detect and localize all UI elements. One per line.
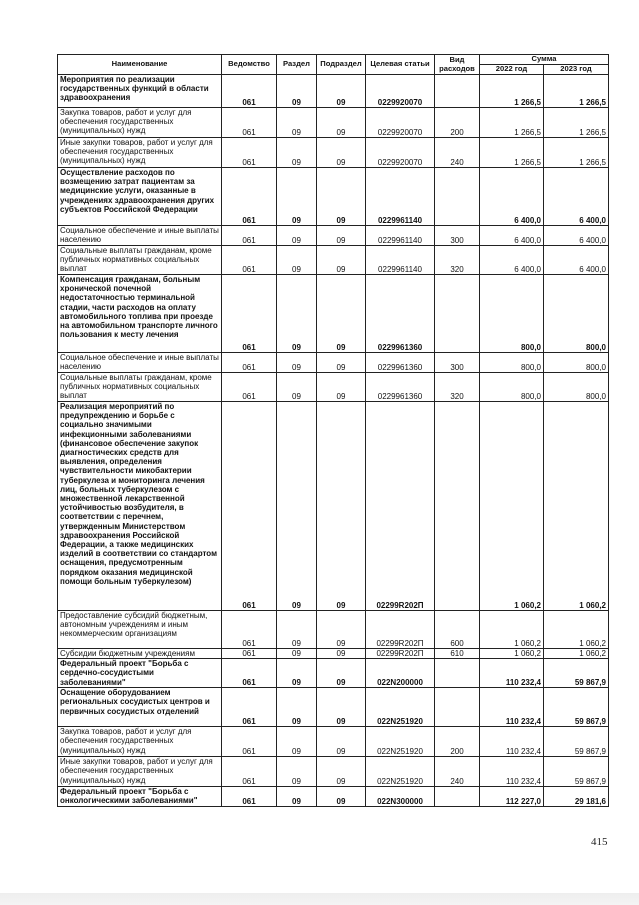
row-sum-2023-cell: 1 060,2 (544, 611, 609, 649)
table-row (58, 373, 609, 402)
row-expense-type-cell (435, 402, 480, 611)
row-name-cell: Оснащение оборудованием региональных сосудистых центров и первичных сосудистых отделений (58, 688, 222, 727)
row-sum-2022-cell: 1 266,5 (480, 75, 544, 108)
row-subsection-cell: 09 (317, 75, 366, 108)
row-sum-2023-cell: 59 867,9 (544, 757, 609, 787)
row-subsection-cell: 09 (317, 108, 366, 138)
row-sum-2023-cell: 59 867,9 (544, 727, 609, 757)
row-sum-2022-cell: 110 232,4 (480, 757, 544, 787)
table-row (58, 168, 609, 226)
row-expense-type-cell: 240 (435, 138, 480, 168)
header-sum: Сумма (480, 55, 609, 65)
row-section-cell: 09 (277, 611, 317, 649)
row-expense-type-cell (435, 75, 480, 108)
row-name-cell: Федеральный проект "Борьба с онкологическими заболеваниями" (58, 787, 222, 807)
row-name-cell: Реализация мероприятий по предупреждению и борьбе с социально значимыми инфекционными заболеваниями (финансовое обеспечение закупок диагностических средств для выявления, определения чувствительности микобактерии туберкулеза и мониторинга лечения лиц, больных туберкулезом с множественной лекарственной устойчивостью возбудителя, в соответствии с перечнем, утвержденным Министерством здравоохранения Российской Федерации, а также медицинских изделий в соответствии со стандартом оснащения, предусмотренным порядком оказания медицинской помощи больным туберкулезом) (58, 402, 222, 611)
row-sum-2023-cell: 6 400,0 (544, 246, 609, 275)
row-sum-2022-cell: 800,0 (480, 275, 544, 353)
row-target-cell: 02299R202П (366, 649, 435, 659)
row-subsection-cell: 09 (317, 688, 366, 727)
row-sum-2022-cell: 6 400,0 (480, 226, 544, 246)
table-row (58, 275, 609, 353)
row-target-cell: 0229920070 (366, 138, 435, 168)
row-section-cell: 09 (277, 275, 317, 353)
row-subsection-cell: 09 (317, 246, 366, 275)
row-sum-2022-cell: 800,0 (480, 353, 544, 373)
table-row (58, 108, 609, 138)
table-row (58, 402, 609, 611)
row-name-cell: Иные закупки товаров, работ и услуг для обеспечения государственных (муниципальных) нужд (58, 138, 222, 168)
row-subsection-cell: 09 (317, 226, 366, 246)
row-dept-cell: 061 (222, 353, 277, 373)
row-expense-type-cell: 600 (435, 611, 480, 649)
row-dept-cell: 061 (222, 402, 277, 611)
row-sum-2022-cell: 1 060,2 (480, 649, 544, 659)
row-dept-cell: 061 (222, 138, 277, 168)
row-sum-2023-cell: 29 181,6 (544, 787, 609, 807)
row-subsection-cell: 09 (317, 168, 366, 226)
table-row (58, 226, 609, 246)
header-expense-type: Вид расходов (435, 55, 480, 75)
row-expense-type-cell (435, 787, 480, 807)
row-sum-2023-cell: 1 266,5 (544, 75, 609, 108)
row-sum-2022-cell: 112 227,0 (480, 787, 544, 807)
row-expense-type-cell: 300 (435, 353, 480, 373)
row-section-cell: 09 (277, 659, 317, 688)
row-section-cell: 09 (277, 246, 317, 275)
row-name-cell: Субсидии бюджетным учреждениям (58, 649, 222, 659)
row-name-cell: Закупка товаров, работ и услуг для обеспечения государственных (муниципальных) нужд (58, 108, 222, 138)
row-dept-cell: 061 (222, 757, 277, 787)
row-subsection-cell: 09 (317, 757, 366, 787)
budget-table (57, 54, 609, 807)
header-year-2022: 2022 год (480, 65, 544, 75)
row-sum-2023-cell: 1 266,5 (544, 108, 609, 138)
row-section-cell: 09 (277, 402, 317, 611)
row-target-cell: 022N300000 (366, 787, 435, 807)
table-row (58, 659, 609, 688)
row-expense-type-cell: 200 (435, 727, 480, 757)
header-subsection: Подраздел (317, 55, 366, 75)
table-row (58, 246, 609, 275)
row-section-cell: 09 (277, 168, 317, 226)
row-section-cell: 09 (277, 787, 317, 807)
row-sum-2023-cell: 800,0 (544, 353, 609, 373)
row-sum-2023-cell: 1 060,2 (544, 402, 609, 611)
row-sum-2022-cell: 1 060,2 (480, 611, 544, 649)
row-subsection-cell: 09 (317, 373, 366, 402)
row-name-cell: Федеральный проект "Борьба с сердечно-сосудистыми заболеваниями" (58, 659, 222, 688)
row-dept-cell: 061 (222, 75, 277, 108)
row-dept-cell: 061 (222, 246, 277, 275)
row-expense-type-cell (435, 688, 480, 727)
row-name-cell: Социальные выплаты гражданам, кроме публичных нормативных социальных выплат (58, 246, 222, 275)
row-target-cell: 0229961140 (366, 226, 435, 246)
row-target-cell: 022N200000 (366, 659, 435, 688)
table-header (58, 55, 609, 75)
row-target-cell: 0229961360 (366, 373, 435, 402)
table-row (58, 787, 609, 807)
table-row (58, 727, 609, 757)
row-sum-2022-cell: 1 266,5 (480, 108, 544, 138)
row-expense-type-cell: 300 (435, 226, 480, 246)
row-expense-type-cell: 610 (435, 649, 480, 659)
row-subsection-cell: 09 (317, 727, 366, 757)
row-section-cell: 09 (277, 75, 317, 108)
row-name-cell: Осуществление расходов по возмещению затрат пациентам за медицинские услуги, оказанные в учреждениях здравоохранения других субъектов Российской Федерации (58, 168, 222, 226)
row-expense-type-cell: 240 (435, 757, 480, 787)
row-name-cell: Иные закупки товаров, работ и услуг для обеспечения государственных (муниципальных) нужд (58, 757, 222, 787)
row-target-cell: 0229920070 (366, 75, 435, 108)
row-section-cell: 09 (277, 649, 317, 659)
row-dept-cell: 061 (222, 727, 277, 757)
row-name-cell: Предоставление субсидий бюджетным, автономным учреждениям и иным некоммерческим организациям (58, 611, 222, 649)
row-target-cell: 0229961140 (366, 246, 435, 275)
row-section-cell: 09 (277, 138, 317, 168)
row-target-cell: 02299R202П (366, 611, 435, 649)
row-target-cell: 0229961360 (366, 353, 435, 373)
row-subsection-cell: 09 (317, 353, 366, 373)
row-sum-2022-cell: 6 400,0 (480, 246, 544, 275)
row-expense-type-cell (435, 275, 480, 353)
table-row (58, 353, 609, 373)
table-body (58, 75, 609, 807)
row-subsection-cell: 09 (317, 649, 366, 659)
row-sum-2023-cell: 800,0 (544, 373, 609, 402)
row-subsection-cell: 09 (317, 787, 366, 807)
table-row (58, 138, 609, 168)
row-dept-cell: 061 (222, 688, 277, 727)
row-subsection-cell: 09 (317, 275, 366, 353)
row-name-cell: Компенсация гражданам, больным хронической почечной недостаточностью терминальной стадии, части расходов на оплату автомобильного топлива при проезде на автомобильном транспорте личного пользования к месту лечения (58, 275, 222, 353)
row-sum-2023-cell: 1 266,5 (544, 138, 609, 168)
header-name: Наименование (58, 55, 222, 75)
row-target-cell: 022N251920 (366, 757, 435, 787)
table-row (58, 757, 609, 787)
row-subsection-cell: 09 (317, 138, 366, 168)
row-dept-cell: 061 (222, 787, 277, 807)
row-expense-type-cell: 200 (435, 108, 480, 138)
row-target-cell: 0229961140 (366, 168, 435, 226)
table-row (58, 688, 609, 727)
row-subsection-cell: 09 (317, 611, 366, 649)
row-expense-type-cell (435, 168, 480, 226)
row-target-cell: 0229920070 (366, 108, 435, 138)
row-target-cell: 0229961360 (366, 275, 435, 353)
page-number: 415 (591, 836, 608, 848)
header-dept: Ведомство (222, 55, 277, 75)
row-dept-cell: 061 (222, 168, 277, 226)
row-dept-cell: 061 (222, 649, 277, 659)
scan-edge (0, 893, 639, 905)
row-target-cell: 022N251920 (366, 727, 435, 757)
row-sum-2023-cell: 59 867,9 (544, 688, 609, 727)
row-section-cell: 09 (277, 373, 317, 402)
row-target-cell: 02299R202П (366, 402, 435, 611)
row-section-cell: 09 (277, 108, 317, 138)
row-sum-2023-cell: 1 060,2 (544, 649, 609, 659)
row-subsection-cell: 09 (317, 659, 366, 688)
table-row (58, 611, 609, 649)
row-sum-2022-cell: 800,0 (480, 373, 544, 402)
row-name-cell: Социальное обеспечение и иные выплаты населению (58, 353, 222, 373)
row-sum-2022-cell: 6 400,0 (480, 168, 544, 226)
row-subsection-cell: 09 (317, 402, 366, 611)
row-dept-cell: 061 (222, 226, 277, 246)
row-sum-2022-cell: 110 232,4 (480, 659, 544, 688)
header-year-2023: 2023 год (544, 65, 609, 75)
row-section-cell: 09 (277, 688, 317, 727)
table-row (58, 649, 609, 659)
row-dept-cell: 061 (222, 108, 277, 138)
row-name-cell: Социальное обеспечение и иные выплаты населению (58, 226, 222, 246)
row-sum-2023-cell: 800,0 (544, 275, 609, 353)
row-name-cell: Закупка товаров, работ и услуг для обеспечения государственных (муниципальных) нужд (58, 727, 222, 757)
table-row (58, 75, 609, 108)
row-sum-2022-cell: 110 232,4 (480, 688, 544, 727)
row-section-cell: 09 (277, 757, 317, 787)
row-expense-type-cell: 320 (435, 373, 480, 402)
row-sum-2022-cell: 110 232,4 (480, 727, 544, 757)
row-dept-cell: 061 (222, 659, 277, 688)
row-sum-2023-cell: 6 400,0 (544, 168, 609, 226)
row-expense-type-cell: 320 (435, 246, 480, 275)
row-section-cell: 09 (277, 226, 317, 246)
row-target-cell: 022N251920 (366, 688, 435, 727)
row-dept-cell: 061 (222, 373, 277, 402)
row-sum-2022-cell: 1 060,2 (480, 402, 544, 611)
row-expense-type-cell (435, 659, 480, 688)
header-target: Целевая статьи (366, 55, 435, 75)
header-section: Раздел (277, 55, 317, 75)
row-dept-cell: 061 (222, 611, 277, 649)
row-section-cell: 09 (277, 727, 317, 757)
row-sum-2023-cell: 6 400,0 (544, 226, 609, 246)
row-dept-cell: 061 (222, 275, 277, 353)
row-name-cell: Мероприятия по реализации государственных функций в области здравоохранения (58, 75, 222, 108)
row-name-cell: Социальные выплаты гражданам, кроме публичных нормативных социальных выплат (58, 373, 222, 402)
row-section-cell: 09 (277, 353, 317, 373)
row-sum-2022-cell: 1 266,5 (480, 138, 544, 168)
row-sum-2023-cell: 59 867,9 (544, 659, 609, 688)
